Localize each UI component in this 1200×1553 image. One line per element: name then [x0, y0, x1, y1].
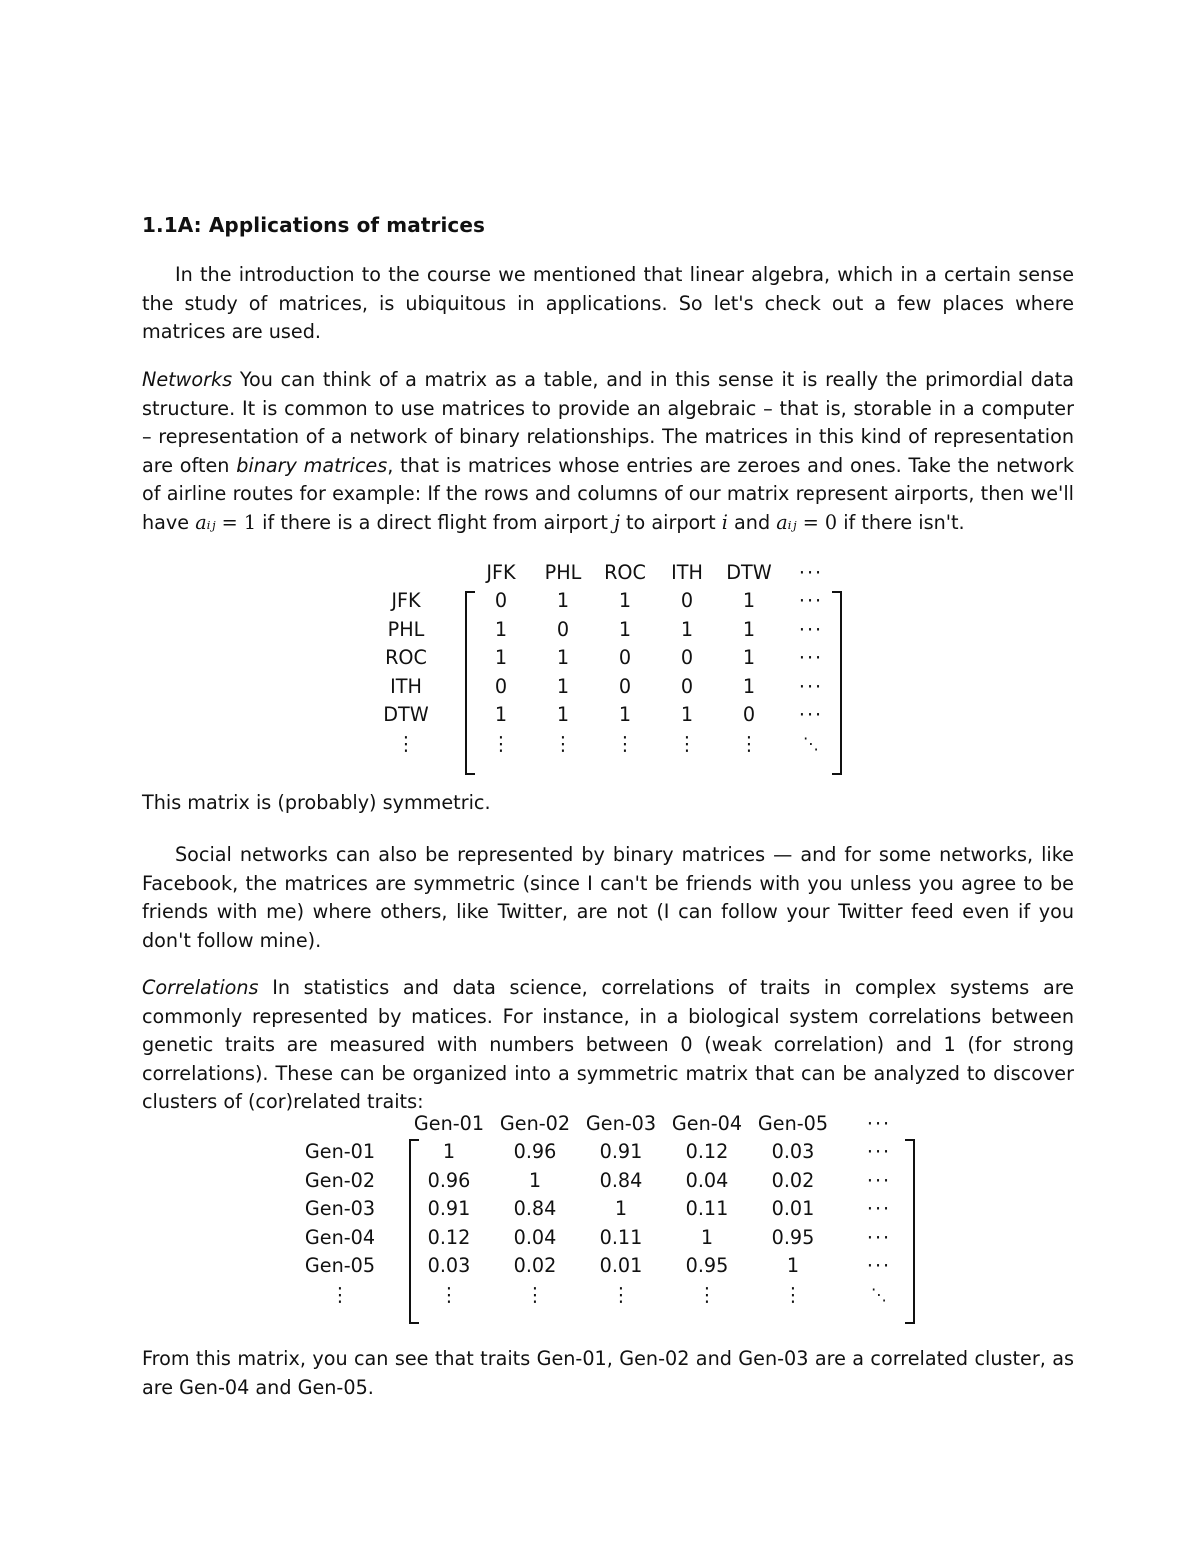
section-heading: 1.1A: Applications of matrices [142, 213, 486, 237]
matrix-row [296, 1166, 922, 1195]
matrix-row [296, 1252, 922, 1281]
matrix-cell: 0.03 [427, 1254, 471, 1278]
matrix-cell: 1 [618, 617, 632, 641]
matrix-cell: 1 [556, 589, 570, 613]
matrix-cell: 1 [742, 646, 756, 670]
matrix-row [362, 672, 842, 701]
gene-correlation-matrix [296, 1109, 922, 1309]
correlations-paragraph [142, 974, 1074, 1117]
column-header: Gen-04 [671, 1111, 743, 1135]
column-header: Gen-02 [499, 1111, 571, 1135]
matrix-cell: ··· [798, 589, 824, 613]
matrix-cell: 1 [680, 703, 694, 727]
matrix-row [362, 615, 842, 644]
matrix-cell: 0 [618, 646, 632, 670]
networks-text-b: , that is matrices whose entries are zeroes and ones. Take the network of airline routes for example: If the rows and columns of our matrix represent airports, then we'll have [142, 453, 1074, 534]
matrix-cell: 1 [556, 703, 570, 727]
matrix-cell: 1 [680, 617, 694, 641]
row-label: Gen-03 [304, 1197, 376, 1221]
matrix-cell: ··· [798, 703, 824, 727]
networks-text-f: if there isn't. [837, 510, 965, 534]
row-label: Gen-04 [304, 1225, 376, 1249]
matrix-cell: 1 [742, 589, 756, 613]
matrix-cell: 0.01 [599, 1254, 643, 1278]
networks-label: Networks [142, 368, 233, 391]
matrix-cell: 0 [494, 589, 508, 613]
matrix-cell: 0.95 [771, 1225, 815, 1249]
symmetric-note: This matrix is (probably) symmetric. [142, 791, 491, 814]
column-header: ··· [866, 1111, 892, 1135]
airport-adjacency-matrix [362, 558, 842, 758]
matrix-cell: 1 [742, 674, 756, 698]
matrix-row [296, 1195, 922, 1224]
row-label: JFK [391, 589, 421, 613]
correlations-text: In statistics and data science, correlations of traits in complex systems are commonly represented by matices. For instance, in a biological system correlations between genetic traits are measured with numbers between 0 (weak correlation) and 1 (for strong correlations). These can be organized into a symmetric matrix that can be analyzed to discover clusters of (cor)related traits: [142, 976, 1074, 1114]
matrix-cell: 0 [618, 674, 632, 698]
matrix-cell: ··· [866, 1254, 892, 1278]
matrix-cell: 0.11 [685, 1197, 729, 1221]
equals-one: = 1 [215, 510, 257, 534]
matrix-cell: 1 [494, 703, 508, 727]
row-label: Gen-01 [304, 1140, 376, 1164]
aij-symbol: aᵢⱼ [195, 510, 216, 534]
matrix-cell: ⋮ [525, 1282, 545, 1306]
matrix-cell: 1 [786, 1254, 800, 1278]
matrix-cell: 1 [618, 589, 632, 613]
matrix-cell: ⋮ [615, 731, 635, 755]
matrix-cell: ··· [866, 1168, 892, 1192]
networks-text-d: to airport [619, 510, 722, 534]
matrix-cell: ··· [798, 674, 824, 698]
row-label: Gen-05 [304, 1254, 376, 1278]
matrix-cell: 1 [556, 646, 570, 670]
row-label: ROC [385, 646, 427, 670]
correlations-label: Correlations [142, 976, 259, 999]
matrix-cell: ⋮ [611, 1282, 631, 1306]
matrix-cell: 1 [614, 1197, 628, 1221]
row-label: ⋮ [396, 731, 416, 755]
row-label: ITH [390, 674, 422, 698]
intro-paragraph: In the introduction to the course we mentioned that linear algebra, which in a certain sense the study of matrices, is ubiquitous in applications. So let's check out a few places where matrices are used. [142, 263, 1074, 344]
matrix-row [362, 587, 842, 616]
matrix-cell: 0.04 [513, 1225, 557, 1249]
matrix-row [362, 644, 842, 673]
matrix-cell: 1 [556, 674, 570, 698]
matrix-cell: 0 [742, 703, 756, 727]
matrix-cell: 0.03 [771, 1140, 815, 1164]
column-header: Gen-05 [757, 1111, 829, 1135]
matrix-cell: 0.84 [513, 1197, 557, 1221]
matrix-cell: ··· [798, 646, 824, 670]
matrix-cell: ⋮ [439, 1282, 459, 1306]
matrix-cell: ⋱ [803, 733, 819, 753]
matrix-cell: 1 [494, 617, 508, 641]
matrix-cell: 0.84 [599, 1168, 643, 1192]
matrix-cell: 0.91 [427, 1197, 471, 1221]
matrix-cell: 0 [680, 674, 694, 698]
i-symbol: i [721, 510, 728, 534]
aij-symbol-2: aᵢⱼ [776, 510, 797, 534]
column-header: Gen-03 [585, 1111, 657, 1135]
matrix-cell: 1 [742, 617, 756, 641]
matrix-cell: ⋮ [697, 1282, 717, 1306]
matrix-cell: 0.95 [685, 1254, 729, 1278]
matrix-cell: 0.02 [771, 1168, 815, 1192]
matrix-cell: ⋱ [871, 1284, 887, 1304]
matrix-cell: ··· [866, 1197, 892, 1221]
matrix-cell: 0 [556, 617, 570, 641]
matrix-cell: ··· [866, 1140, 892, 1164]
equals-zero: = 0 [796, 510, 838, 534]
column-header: Gen-01 [413, 1111, 485, 1135]
column-header: ITH [671, 560, 703, 584]
networks-text-c: if there is a direct flight from airport [256, 510, 614, 534]
matrix-header-row [362, 558, 842, 587]
matrix-cell: 1 [700, 1225, 714, 1249]
row-label: DTW [383, 703, 429, 727]
binary-matrices-term: binary matrices [236, 453, 388, 477]
matrix-cell: 0.96 [427, 1168, 471, 1192]
j-symbol: j [613, 510, 620, 534]
matrix-cell: 1 [528, 1168, 542, 1192]
row-label: PHL [387, 617, 425, 641]
matrix-cell: ··· [798, 617, 824, 641]
matrix-row [296, 1223, 922, 1252]
column-header: PHL [544, 560, 582, 584]
matrix-cell: 0.04 [685, 1168, 729, 1192]
row-label: Gen-02 [304, 1168, 376, 1192]
matrix-cell: 0.01 [771, 1197, 815, 1221]
matrix-cell: ⋮ [553, 731, 573, 755]
matrix-cell: 0.12 [685, 1140, 729, 1164]
matrix-cell: ⋮ [783, 1282, 803, 1306]
matrix-row [296, 1138, 922, 1167]
networks-paragraph [142, 366, 1074, 538]
matrix-cell: 0 [680, 589, 694, 613]
conclusion-paragraph: From this matrix, you can see that traits Gen-01, Gen-02 and Gen-03 are a correlated cluster, as are Gen-04 and Gen-05. [142, 1347, 1074, 1399]
matrix-row [362, 701, 842, 730]
matrix-cell: ⋮ [677, 731, 697, 755]
matrix-cell: 0.91 [599, 1140, 643, 1164]
column-header: ROC [604, 560, 646, 584]
matrix-cell: 0.02 [513, 1254, 557, 1278]
matrix-cell: 1 [618, 703, 632, 727]
matrix-row-ellipsis [296, 1280, 922, 1309]
column-header: JFK [486, 560, 516, 584]
matrix-cell: 0.96 [513, 1140, 557, 1164]
row-label: ⋮ [330, 1282, 350, 1306]
matrix-cell: 0 [680, 646, 694, 670]
matrix-cell: 0 [494, 674, 508, 698]
networks-text-e: and [727, 510, 777, 534]
social-paragraph: Social networks can also be represented by binary matrices — and for some networks, like Facebook, the matrices are symmetric (since I can't be friends with you unless you agree to be friends with me) where others, like Twitter, are not (I can follow your Twitter feed even if you don't follow mine). [142, 843, 1074, 952]
matrix-header-row [296, 1109, 922, 1138]
matrix-cell: 0.12 [427, 1225, 471, 1249]
matrix-row-ellipsis [362, 729, 842, 758]
matrix-cell: ⋮ [739, 731, 759, 755]
matrix-cell: 1 [494, 646, 508, 670]
matrix-cell: ··· [866, 1225, 892, 1249]
column-header: DTW [726, 560, 772, 584]
matrix-cell: ⋮ [491, 731, 511, 755]
networks-text-a: You can think of a matrix as a table, and in this sense it is really the primordial data structure. It is common to use matrices to provide an algebraic – that is, storable in a computer – representation of a network of binary relationships. The matrices in this kind of representation are often [142, 368, 1074, 477]
matrix-cell: 1 [442, 1140, 456, 1164]
matrix-cell: 0.11 [599, 1225, 643, 1249]
column-header: ··· [798, 560, 824, 584]
